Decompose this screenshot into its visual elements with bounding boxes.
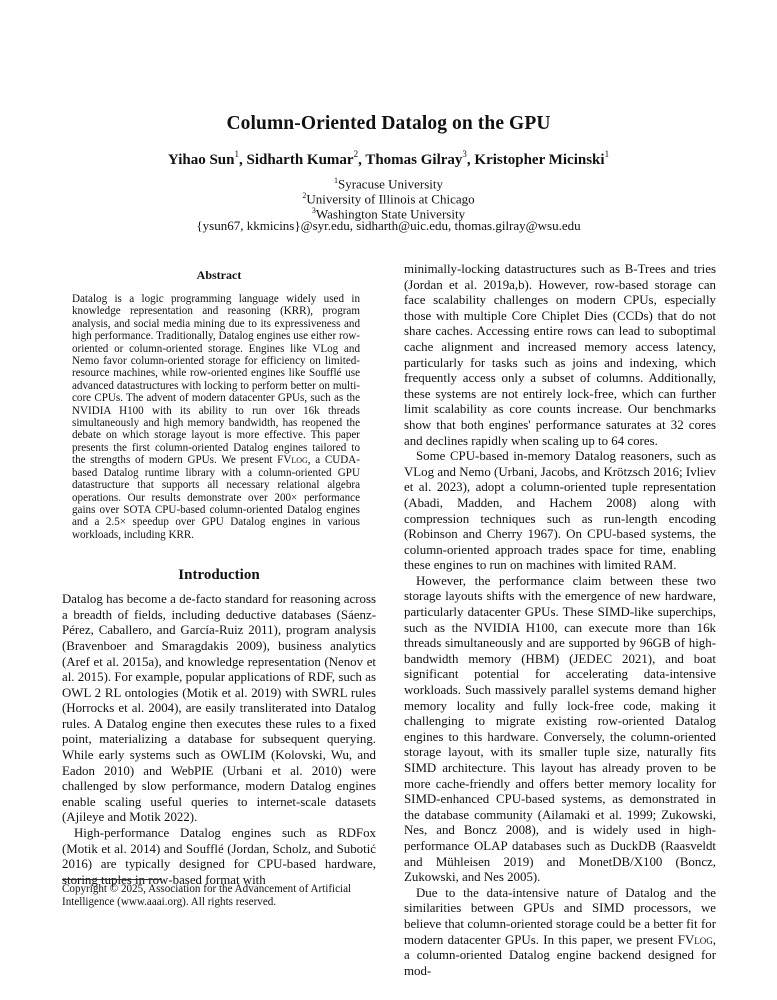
author-affiliation-mark: 3 (462, 149, 467, 159)
copyright-text: Copyright © 2025, Association for the Advancement of Artificial Intelligence (www.aaai.org). All rights reserved. (62, 883, 352, 908)
body-paragraph: High-performance Datalog engines such as RDFox (Motik et al. 2014) and Soufflé (Jordan, Scholz, and Subotić 2016) are typically designed for CPU-based hardware, storing tuples in row-based format with (62, 826, 376, 887)
affiliation-name: Syracuse University (337, 176, 444, 192)
paper-title: Column-Oriented Datalog on the GPU (226, 113, 551, 134)
body-paragraph (404, 886, 716, 980)
system-name: FVlog (677, 932, 713, 947)
affiliation-name: Washington State University (315, 206, 466, 222)
affiliation-mark: 1 (333, 176, 338, 185)
abstract-text-part: , a CUDA-based Datalog runtime library with a column-oriented GPU datastructure that supports all necessary relational algebra operations. Our results demonstrate over 200× performance gains over SOTA CPU-based column-oriented Datalog engines and a 2.5× speedup over GPU Datalog engines in various workloads, including KRR. (72, 454, 360, 541)
affiliation-name: University of Illinois at Chicago (306, 191, 475, 207)
body-paragraph: Datalog has become a de-facto standard for reasoning across a breadth of fields, including deductive databases (Sáenz-Pérez, Caballero, and García-Ruiz 2011), program analysis (Bravenboer and Smaragdakis 2009), business analytics (Aref et al. 2015a), and knowledge representation (Nenov et al. 2015). For example, popular applications of RDF, such as OWL 2 RL ontologies (Motik et al. 2019) with SWRL rules (Horrocks et al. 2004), are easily transliterated into Datalog rules. A Datalog engine then executes these rules to a fixed point, materializing a database for subsequent querying. While early systems such as OWLIM (Kolovski, Wu, and Eadon 2010) and WebPIE (Urbani et al. 2010) were challenged by slow performance, modern Datalog engines enable scaling useful queries to internet-scale datasets (Ajileye and Motik 2022). (62, 592, 376, 825)
author-emails: {ysun67, kkmicins}@syr.edu, sidharth@uic.edu, thomas.gilray@wsu.edu (196, 218, 581, 233)
author-name: Thomas Gilray (365, 152, 463, 168)
paragraph-text-part: , a column-oriented Datalog engine backend designed for mod- (404, 932, 716, 978)
author-affiliation-mark: 1 (604, 149, 610, 159)
affiliation-mark: 3 (311, 206, 316, 215)
system-name: FVlog (277, 454, 308, 467)
abstract-text-part: Datalog is a logic programming language widely used in knowledge representation and reasoning (KRR), program analysis, and social media mining due to its expressiveness and high performance. Traditionally, Datalog engines use either row-oriented or column-oriented storage. Engines like VLog and Nemo favor column-oriented storage for efficiency on limited-resource machines, while row-oriented engines like Soufflé use advanced datastructures with locking to perform better on multi-core CPUs. The advent of modern datacenter GPUs, such as the NVIDIA H100 with its ability to run over 16k threads simultaneously and high memory bandwidth, has reopened the debate on which storage layout is more effective. This paper presents the first column-oriented Datalog engines tailored to the strengths of modern GPUs. We present (72, 293, 360, 467)
author-affiliation-mark: 1 (234, 149, 239, 159)
body-paragraph: However, the performance claim between these two storage layouts shifts with the emergence of new hardware, particularly datacenter GPUs. These SIMD-like superchips, such as the NVIDIA H100, can execute more than 16k threads simultaneously and are supported by 96GB of high-bandwidth memory (HBM) (JEDEC 2021), and boat significant potential for accelerating data-intensive workloads. Such massively parallel systems demand higher memory locality and fully lock-free code, making it challenging to migrate existing row-oriented Datalog engines to this hardware. Conversely, the column-oriented storage layout, with its smaller tuple size, naturally fits SIMD architecture. This layout has already proven to be more cache-friendly and offers better memory locality for SIMD-enhanced CPU-based systems, as demonstrated in the database community (Ailamaki et al. 1999; Zukowski, Nes, and Boncz 2008), and is widely used in high-performance OLAP databases such as DuckDB (Raasveldt and Mühleisen 2019) and MonetDB/X100 (Boncz, Zukowski, and Nes 2005). (404, 573, 716, 885)
paragraph-text-part: Due to the data-intensive nature of Datalog and the similarities between GPUs and SIMD processors, we believe that column-oriented storage could be a better fit for modern datacenter GPUs. In this paper, we present (404, 885, 716, 947)
author-name: Sidharth Kumar (246, 152, 354, 168)
author-name: Kristopher Micinski (474, 152, 605, 168)
abstract-text (72, 293, 360, 541)
author-affiliation-mark: 2 (353, 149, 359, 159)
body-paragraph: minimally-locking datastructures such as B-Trees and tries (Jordan et al. 2019a,b). However, row-based storage can face scalability challenges on modern CPUs, especially those with multiple Core Chiplet Dies (CCDs) that do not share caches. Accessing entire rows can lead to suboptimal cache alignment and increased memory access latency, particularly for tasks such as joins and indexing, which frequently access only a subset of columns. Additionally, these systems are not entirely lock-free, which can further limit scalability as core counts increase. Our benchmarks show that both engines' performance saturates at 32 cores and declines rapidly when scaling up to 64 cores. (404, 262, 716, 448)
right-column (404, 262, 716, 979)
copyright-footnote (62, 879, 376, 909)
author-name: Yihao Sun (167, 152, 235, 168)
author-list: Yihao Sun$^1$, Sidharth Kumar$^2$, Thomas Gilray$^3$, Kristopher Micinski$^1$ (167, 149, 610, 168)
introduction-heading: Introduction (178, 567, 260, 584)
left-column (62, 262, 376, 888)
abstract-heading: Abstract (196, 268, 242, 282)
footnote-divider (62, 879, 162, 880)
affiliation-mark: 2 (302, 191, 307, 200)
body-paragraph: Some CPU-based in-memory Datalog reasoners, such as VLog and Nemo (Urbani, Jacobs, and Krötzsch 2016; Ivliev et al. 2023), adopt a column-oriented tuple representation (Abadi, Madden, and Hachem 2008) along with compression techniques such as run-length encoding (Robinson and Cherry 1967). On CPU-based systems, the column-oriented approach trades space for time, enabling these engines to run on machines with limited RAM. (404, 449, 716, 573)
